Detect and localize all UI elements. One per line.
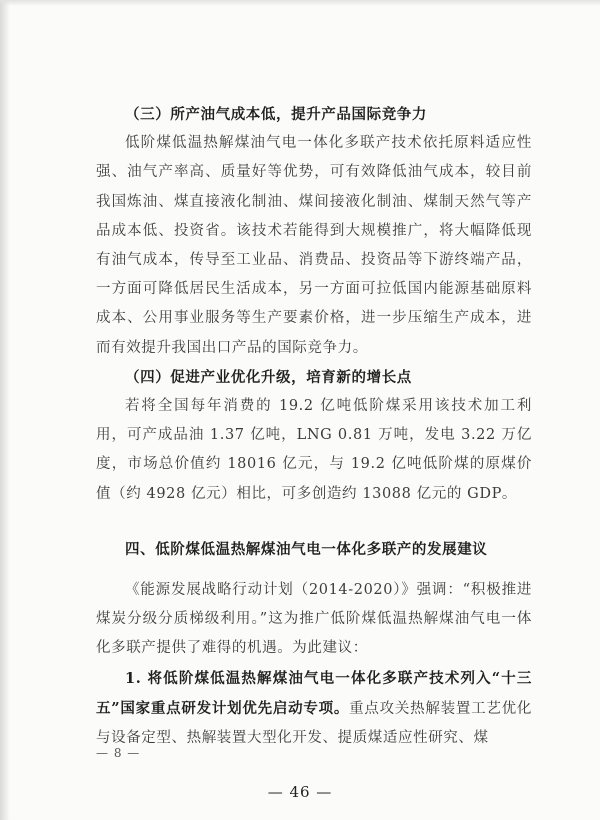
section-4-heading: （四）促进产业优化升级，培育新的增长点 <box>125 368 412 386</box>
section-4-paragraph: 若将全国每年消费的 19.2 亿吨低阶煤采用该技术加工利用，可产成品油 1.37 亿吨，LNG 0.81 万吨，发电 3.22 万亿度，市场总价值约 18016 亿元，与 19.2 亿吨低阶煤的原煤价值（约 4928 亿元）相比，可多创造约 13088 亿元的 GDP。 <box>96 398 532 502</box>
page-number: — 46 — <box>267 783 333 801</box>
part-4-heading: 四、低阶煤低温热解煤油气电一体化多联产的发展建议 <box>125 540 488 558</box>
section-3-paragraph: 低阶煤低温热解煤油气电一体化多联产技术依托原料适应性强、油气产率高、质量好等优势，可有效降低油气成本，较目前我国炼油、煤直接液化制油、煤间接液化制油、煤制天然气等产品成本低、投资省。该技术若能得到大规模推广，将大幅降低现有油气成本，传导至工业品、消费品、投资品等下游终端产品，一方面可降低居民生活成本，另一方面可拉低国内能源基础原料成本、公用事业服务等生产要素价格，进一步压缩生产成本，进而有效提升我国出口产品的国际竞争力。 <box>96 135 532 356</box>
recommendation-1 <box>96 664 532 754</box>
recommendation-1-text: 重点攻关热解装置工艺优化与设备定型、热解装置大型化开发、提质煤适应性研究、煤 <box>96 700 532 747</box>
recommendation-1-title: 1. 将低阶煤低温热解煤油气电一体化多联产技术列入“十三五”国家重点研发计划优先启动专项。 <box>96 669 532 717</box>
part-4-intro: 《能源发展战略行动计划（2014-2020）》强调：“积极推进煤炭分级分质梯级利用。”这为推广低阶煤低温热解煤油气电一体化多联产提供了难得的机遇。为此建议： <box>96 582 532 657</box>
inner-page-number: — 8 — <box>96 746 141 760</box>
scan-top-edge <box>0 0 600 6</box>
section-3-heading: （三）所产油气成本低，提升产品国际竞争力 <box>125 106 427 123</box>
scan-left-edge <box>0 0 10 820</box>
document-body <box>96 100 532 753</box>
